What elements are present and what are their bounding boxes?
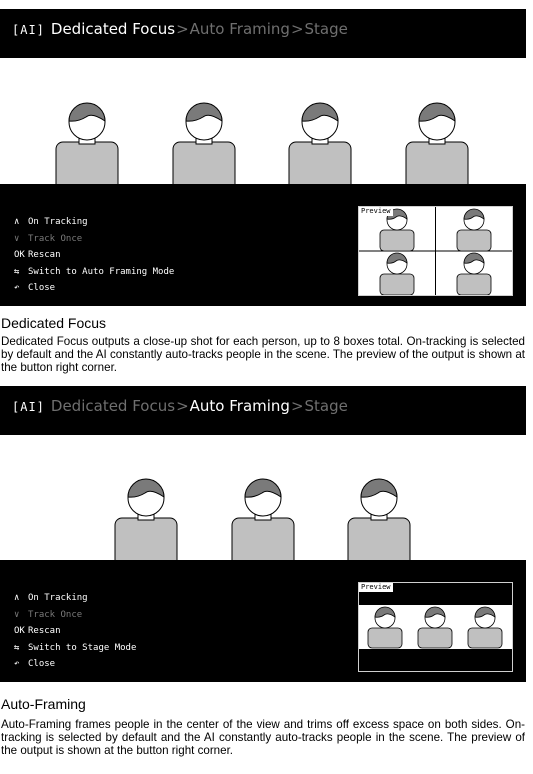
preview-frame <box>359 583 512 671</box>
menu-item-on-tracking[interactable] <box>14 214 174 231</box>
preview-person-icon <box>380 253 414 295</box>
ok-icon: OK <box>14 626 25 637</box>
control-panel-dedicated-focus <box>0 184 526 306</box>
menu-item-label: Close <box>28 283 56 294</box>
section-heading: Auto-Framing <box>1 696 86 712</box>
breadcrumb <box>12 397 348 415</box>
breadcrumb-auto-framing[interactable]: Auto Framing <box>189 397 290 415</box>
swap-arrows-icon: ⇆ <box>14 642 20 653</box>
menu-item-label: Rescan <box>28 250 61 261</box>
preview-person-icon <box>457 253 491 295</box>
menu-item-label: Close <box>28 659 56 670</box>
person-icon <box>289 103 351 184</box>
mode-menu <box>14 214 174 297</box>
scene-auto-framing <box>0 436 526 560</box>
menu-item-label: Track Once <box>28 233 83 244</box>
breadcrumb-dedicated-focus[interactable]: Dedicated Focus <box>50 20 176 38</box>
menu-item-track-once[interactable] <box>14 231 174 248</box>
preview-grid <box>359 207 512 295</box>
chevron-down-icon: ∨ <box>14 233 20 244</box>
menu-item-label: On Tracking <box>28 217 88 227</box>
scene-people <box>0 58 526 184</box>
chevron-down-icon: ∨ <box>14 609 20 620</box>
preview-window <box>358 206 513 296</box>
breadcrumb-separator-icon: > <box>176 20 189 38</box>
back-arrow-icon: ↶ <box>14 659 20 670</box>
breadcrumb-auto-framing[interactable]: Auto Framing <box>189 20 290 38</box>
breadcrumb <box>12 20 348 38</box>
chevron-up-icon: ∧ <box>14 217 20 227</box>
menu-item-rescan[interactable] <box>14 247 174 264</box>
preview-label: Preview <box>361 207 391 215</box>
person-icon <box>56 103 118 184</box>
preview-label: Preview <box>361 583 391 591</box>
menu-item-on-tracking[interactable] <box>14 590 136 607</box>
menu-item-track-once[interactable] <box>14 607 136 624</box>
ai-badge-icon: [AI] <box>12 400 45 414</box>
menu-item-label: Track Once <box>28 609 83 620</box>
topbar-auto-framing <box>0 386 526 435</box>
menu-item-label: Rescan <box>28 626 61 637</box>
ai-badge-icon: [AI] <box>12 23 45 37</box>
section-description: Dedicated Focus outputs a close-up shot for each person, up to 8 boxes total. On-tracking is selected by default and the AI constantly auto-tracks people in the scene. The preview of the output is shown at the button right corner. <box>1 335 525 374</box>
section-description: Auto-Framing frames people in the center of the view and trims off excess space on both sides. On-tracking is selected by default and the AI constantly auto-tracks people in the scene. The preview of the output is shown at the button right corner. <box>1 718 525 757</box>
ok-icon: OK <box>14 250 25 261</box>
control-panel-auto-framing <box>0 560 526 682</box>
menu-item-switch-mode[interactable] <box>14 264 174 281</box>
mode-menu <box>14 590 136 673</box>
person-icon <box>232 479 294 560</box>
breadcrumb-dedicated-focus[interactable]: Dedicated Focus <box>50 397 176 415</box>
breadcrumb-separator-icon: > <box>290 20 304 38</box>
breadcrumb-stage[interactable]: Stage <box>304 397 348 415</box>
back-arrow-icon: ↶ <box>14 283 20 294</box>
menu-item-label: On Tracking <box>28 593 88 603</box>
person-icon <box>406 103 468 184</box>
menu-item-close[interactable] <box>14 280 174 297</box>
preview-person-icon <box>457 209 491 251</box>
section-heading: Dedicated Focus <box>1 315 107 331</box>
menu-item-switch-mode[interactable] <box>14 640 136 657</box>
breadcrumb-stage[interactable]: Stage <box>304 20 348 38</box>
person-icon <box>348 479 410 560</box>
menu-item-close[interactable] <box>14 656 136 673</box>
topbar-dedicated-focus <box>0 9 526 58</box>
scene-dedicated-focus <box>0 58 526 184</box>
breadcrumb-separator-icon: > <box>290 397 304 415</box>
preview-window <box>358 582 513 672</box>
person-icon <box>115 479 177 560</box>
menu-item-rescan[interactable] <box>14 623 136 640</box>
menu-item-label: Switch to Stage Mode <box>28 642 137 653</box>
scene-people <box>0 436 526 560</box>
breadcrumb-separator-icon: > <box>176 397 189 415</box>
swap-arrows-icon: ⇆ <box>14 266 20 277</box>
menu-item-label: Switch to Auto Framing Mode <box>28 266 175 277</box>
chevron-up-icon: ∧ <box>14 593 20 603</box>
person-icon <box>173 103 235 184</box>
